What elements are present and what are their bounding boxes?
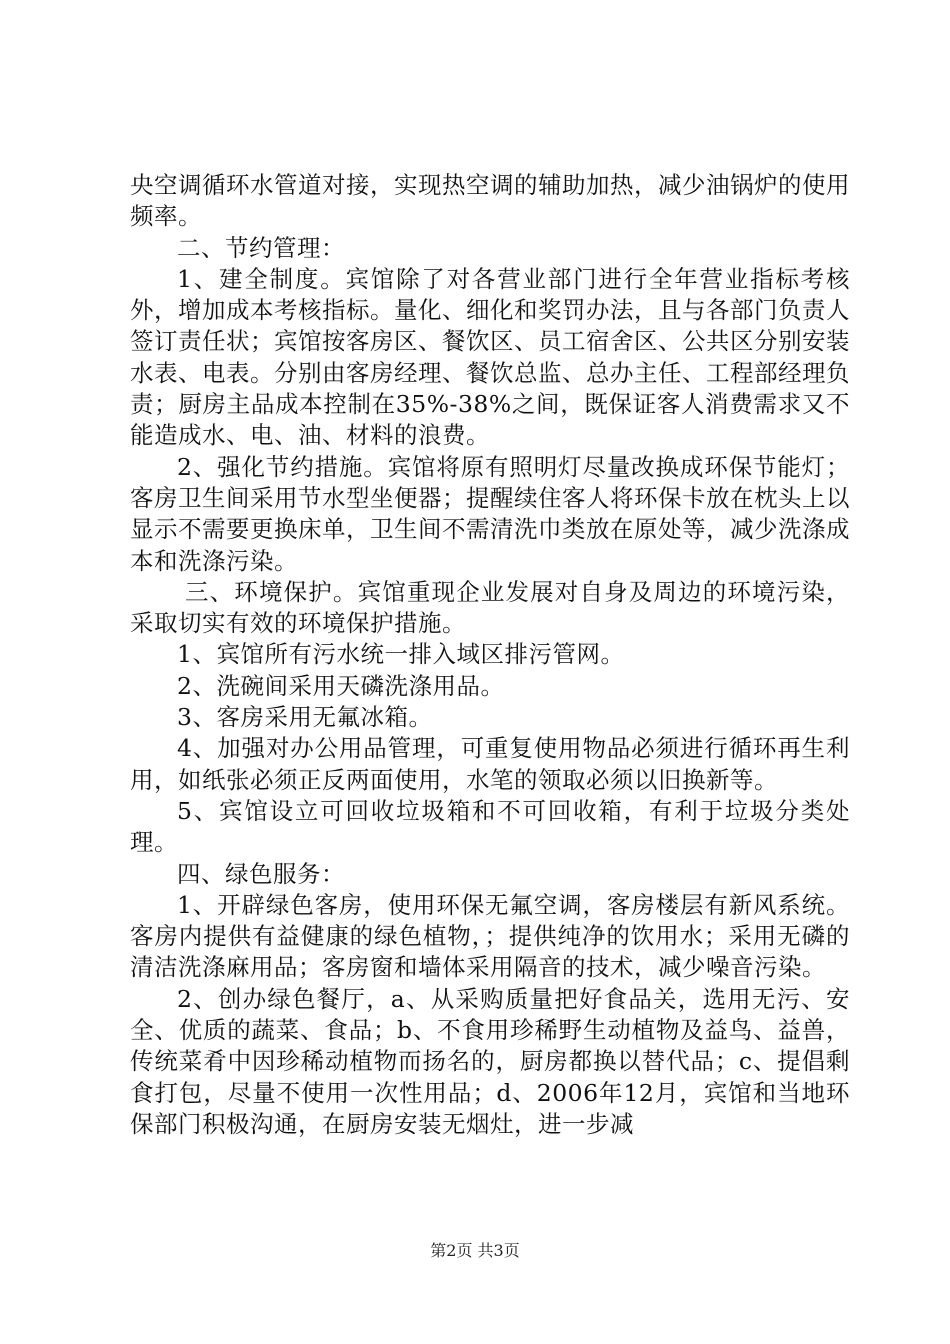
- page-footer: 第2页 共3页: [430, 1241, 520, 1260]
- list-item: 5、宾馆设立可回收垃圾箱和不可回收箱，有利于垃圾分类处理。: [130, 796, 850, 857]
- list-item: 1、宾馆所有污水统一排入域区排污管网。: [177, 640, 625, 669]
- list-item: 2、洗碗间采用天磷洗涤用品。: [177, 671, 505, 700]
- paragraph: 2、强化节约措施。宾馆将原有照明灯尽量改换成环保节能灯；客房卫生间采用节水型坐便器；提醒续住客人将环保卡放在枕头上以显示不需要更换床单，卫生间不需清洗巾类放在原处等，减少洗涤成本和洗涤污染。: [130, 452, 850, 575]
- list-item: 4、加强对办公用品管理，可重复使用物品必须进行循环再生利用，如纸张必须正反两面使用，水笔的领取必须以旧换新等。: [130, 734, 850, 794]
- paragraph: 1、开辟绿色客房，使用环保无氟空调，客房楼层有新风系统。客房内提供有益健康的绿色植物，；提供纯净的饮用水；采用无磷的清洁洗涤麻用品；客房窗和墙体采用隔音的技术，减少噪音污染。: [130, 890, 850, 982]
- paragraph: 2、创办绿色餐厅，a、从采购质量把好食品关，选用无污、安全、优质的蔬菜、食品；b、不食用珍稀野生动植物及益鸟、益兽，传统菜肴中因珍稀动植物而扬名的，厨房都换以替代品；c、提倡剩食打包，尽量不使用一次性用品；d、2006年12月，宾馆和当地环保部门积极沟通，在厨房安装无烟灶，进一步减: [130, 984, 850, 1138]
- section-heading: 二、节约管理：: [177, 233, 345, 262]
- document-body: [130, 170, 850, 1140]
- list-item: 3、客房采用无氟冰箱。: [177, 703, 433, 732]
- paragraph: 央空调循环水管道对接，实现热空调的辅助加热，减少油锅炉的使用频率。: [130, 171, 850, 231]
- paragraph: 1、建全制度。宾馆除了对各营业部门进行全年营业指标考核外，增加成本考核指标。量化、细化和奖罚办法，且与各部门负责人签订责任状；宾馆按客房区、餐饮区、员工宿舍区、公共区分别安装水表、电表。分别由客房经理、餐饮总监、总办主任、工程部经理负责；厨房主品成本控制在35%-38%之间，既保证客人消费需求又不能造成水、电、油、材料的浪费。: [130, 264, 850, 450]
- section-heading: 三、环境保护。宾馆重现企业发展对自身及周边的环境污染，采取切实有效的环境保护措施。: [130, 577, 850, 638]
- section-heading: 四、绿色服务：: [177, 859, 345, 888]
